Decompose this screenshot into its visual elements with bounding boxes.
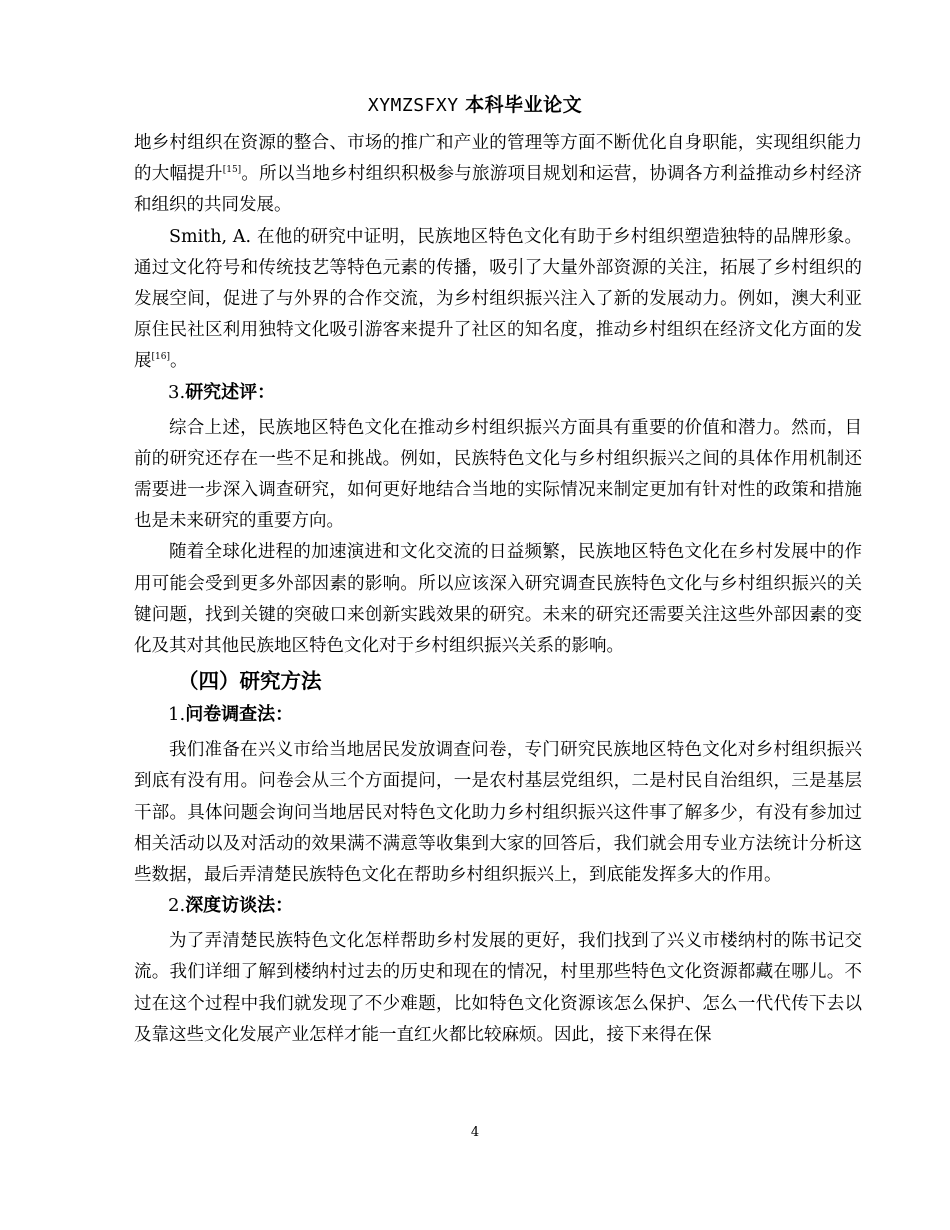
paragraph-continuation bbox=[134, 128, 862, 222]
citation-ref: [16] bbox=[151, 352, 170, 363]
paragraph-globalization: 随着全球化进程的加速演进和文化交流的日益频繁，民族地区特色文化在乡村发展中的作用可能会受到更多外部因素的影响。所以应该深入研究调查民族特色文化与乡村组织振兴的关键问题，找到关键的突破口来创新实践效果的研究。未来的研究还需要关注这些外部因素的变化及其对其他民族地区特色文化对于乡村组织振兴关系的影响。 bbox=[134, 542, 862, 657]
document-body bbox=[134, 128, 862, 1051]
paragraph-interview: 为了弄清楚民族特色文化怎样帮助乡村发展的更好，我们找到了兴义市楼纳村的陈书记交流。我们详细了解到楼纳村过去的历史和现在的情况，村里那些特色文化资源都藏在哪儿。不过在这个过程中我们就发现了不少难题，比如特色文化资源该怎么保护、怎么一代代传下去以及靠这些文化发展产业怎样才能一直红火都比较麻烦。因此，接下来得在保 bbox=[134, 931, 862, 1045]
heading-number: 3. bbox=[168, 381, 186, 403]
page-number: 4 bbox=[470, 1125, 480, 1140]
paragraph-smith bbox=[134, 222, 862, 378]
heading-number: 2. bbox=[168, 895, 186, 917]
paragraph-summary: 综合上述，民族地区特色文化在推动乡村组织振兴方面具有重要的价值和潜力。然而，目前的研究还存在一些不足和挑战。例如，民族特色文化与乡村组织振兴之间的具体作用机制还需要进一步深入调查研究，如何更好地结合当地的实际情况来制定更加有针对性的政策和措施也是未来研究的重要方向。 bbox=[134, 417, 862, 532]
page-header bbox=[0, 92, 950, 119]
heading-number: 1. bbox=[168, 704, 186, 726]
heading-text: 问卷调查法： bbox=[185, 704, 294, 726]
header-title: 本科毕业论文 bbox=[465, 94, 583, 116]
header-latin: XYMZSFXY bbox=[367, 95, 459, 116]
heading-text: 研究述评： bbox=[185, 381, 276, 403]
paragraph-text: Smith, A. 在他的研究中证明，民族地区特色文化有助于乡村组织塑造独特的品牌形象。通过文化符号和传统技艺等特色元素的传播，吸引了大量外部资源的关注，拓展了乡村组织的发展空间，促进了与外界的合作交流，为乡村组织振兴注入了新的发展动力。例如，澳大利亚原住民社区利用独特文化吸引游客来提升了社区的知名度，推动乡村组织在经济文化方面的发展 bbox=[134, 226, 862, 372]
citation-ref: [15] bbox=[222, 165, 242, 176]
paragraph-text: 。所以当地乡村组织积极参与旅游项目规划和运营，协调各方利益推动乡村经济和组织的共同发展。 bbox=[134, 164, 863, 216]
paragraph-text: 地乡村组织在资源的整合、市场的推广和产业的管理等方面不断优化自身职能，实现组织能力的大幅提升 bbox=[134, 133, 862, 185]
paragraph-questionnaire: 我们准备在兴义市给当地居民发放调查问卷，专门研究民族地区特色文化对乡村组织振兴到底有没有用。问卷会从三个方面提问，一是农村基层党组织，二是村民自治组织，三是基层干部。具体问题会询问当地居民对特色文化助力乡村组织振兴这件事了解多少，有没有参加过相关活动以及对活动的效果满不满意等收集到大家的回答后，我们就会用专业方法统计分析这些数据，最后弄清楚民族特色文化在帮助乡村组织振兴上，到底能发挥多大的作用。 bbox=[134, 740, 862, 886]
heading-interview bbox=[134, 891, 862, 921]
paragraph-text: 。 bbox=[169, 351, 188, 372]
heading-research-methods: （四）研究方法 bbox=[178, 669, 322, 694]
heading-research-review bbox=[134, 378, 862, 408]
heading-text: 深度访谈法： bbox=[185, 895, 294, 917]
heading-questionnaire bbox=[134, 700, 862, 730]
